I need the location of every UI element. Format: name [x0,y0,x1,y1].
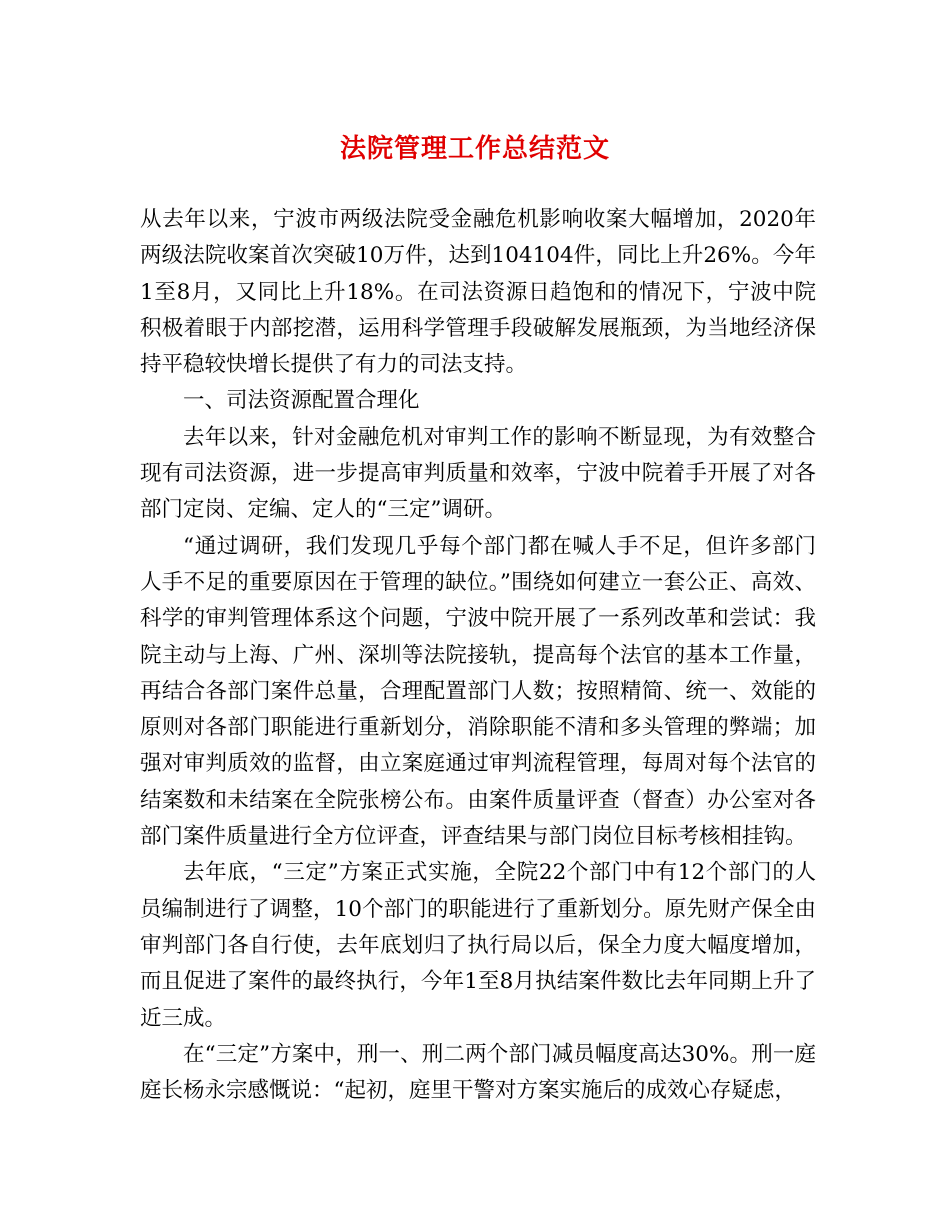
section-heading: 一、司法资源配置合理化 [183,388,420,414]
paragraph: “通过调研，我们发现几乎每个部门都在喊人手不足，但许多部门人手不足的重要原因在于管理的缺位。”围绕如何建立一套公正、高效、科学的审判管理体系这个问题，宁波中院开展了一系列改革和尝试：我院主动与上海、广州、深圳等法院接轨，提高每个法官的基本工作量，再结合各部门案件总量，合理配置部门人数；按照精简、统一、效能的原则对各部门职能进行重新划分，消除职能不清和多头管理的弊端；加强对审判质效的监督，由立案庭通过审判流程管理，每周对每个法官的结案数和未结案在全院张榜公布。由案件质量评查（督查）办公室对各部门案件质量进行全方位评查，评查结果与部门岗位目标考核相挂钩。 [140,533,816,850]
document-body [140,202,816,1109]
paragraph: 去年底，“三定”方案正式实施，全院22个部门中有12个部门的人员编制进行了调整，10个部门的职能进行了重新划分。原先财产保全由审判部门各自行使，去年底划归了执行局以后，保全力度大幅度增加，而且促进了案件的最终执行，今年1至8月执结案件数比去年同期上升了近三成。 [140,860,816,1031]
paragraph-intro: 从去年以来，宁波市两级法院受金融危机影响收案大幅增加，2020年两级法院收案首次突破10万件，达到104104件，同比上升26%。今年1至8月，又同比上升18%。在司法资源日趋饱和的情况下，宁波中院积极着眼于内部挖潜，运用科学管理手段破解发展瓶颈，为当地经济保持平稳较快增长提供了有力的司法支持。 [140,207,816,378]
paragraph: 去年以来，针对金融危机对审判工作的影响不断显现，为有效整合现有司法资源，进一步提高审判质量和效率，宁波中院着手开展了对各部门定岗、定编、定人的“三定”调研。 [140,424,816,523]
document-title: 法院管理工作总结范文 [339,134,610,164]
paragraph: 在“三定”方案中，刑一、刑二两个部门减员幅度高达30%。刑一庭庭长杨永宗感慨说：“起初，庭里干警对方案实施后的成效心存疑虑， [140,1041,816,1104]
